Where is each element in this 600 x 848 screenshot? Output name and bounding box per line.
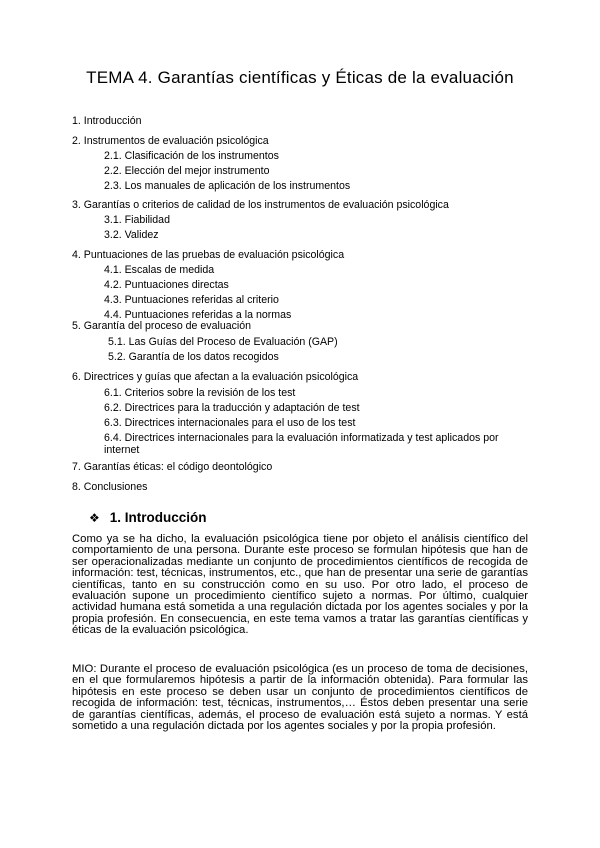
toc-item: 2.3. Los manuales de aplicación de los instrumentos	[104, 180, 351, 192]
bullet-diamond-icon: ❖	[89, 510, 100, 525]
toc-item: 2.2. Elección del mejor instrumento	[104, 165, 270, 177]
toc-item: 3.1. Fiabilidad	[104, 214, 170, 226]
toc-item: 8. Conclusiones	[72, 481, 148, 493]
toc-item: 4.1. Escalas de medida	[104, 264, 215, 276]
paragraph: Como ya se ha dicho, la evaluación psicológica tiene por objeto el análisis científico del comportamiento de una persona. Durante este proceso se formulan hipótesis que han de ser operacionalizadas mediante un conjunto de procedimientos científicos de recogida de información: test, técnicas, instrumentos, etc., que han de presentar una serie de garantías científicas, tanto en su construcción como en su uso. Por otro lado, el proceso de evaluación supone un procedimiento científico sujeto a normas. Por último, cualquier actividad humana está sometida a una regulación dictada por los agentes sociales y por la propia profesión. En consecuencia, en este tema vamos a tratar las garantías científicas y éticas de la evaluación psicológica.	[72, 533, 528, 637]
toc-item: 1. Introducción	[72, 115, 142, 127]
toc-item: 5.2. Garantía de los datos recogidos	[108, 351, 279, 363]
toc-item: 4.4. Puntuaciones referidas a la normas	[104, 309, 292, 321]
toc-item: 3.2. Validez	[104, 229, 159, 241]
page-title: TEMA 4. Garantías científicas y Éticas de la evaluación	[86, 68, 514, 87]
toc-item: 6. Directrices y guías que afectan a la evaluación psicológica	[72, 371, 359, 383]
section-heading-text: 1. Introducción	[109, 510, 207, 525]
toc-item: 5. Garantía del proceso de evaluación	[72, 320, 252, 332]
section-heading	[89, 510, 207, 525]
toc-item: 4.2. Puntuaciones directas	[104, 279, 229, 291]
toc-item: 6.4. Directrices internacionales para la evaluación informatizada y test aplicados por internet	[104, 432, 499, 456]
toc-item: 3. Garantías o criterios de calidad de los instrumentos de evaluación psicológica	[72, 199, 449, 211]
toc-item: 2.1. Clasificación de los instrumentos	[104, 150, 279, 162]
toc-item: 5.1. Las Guías del Proceso de Evaluación (GAP)	[108, 336, 338, 348]
toc-item: 6.2. Directrices para la traducción y adaptación de test	[104, 402, 360, 414]
toc-item: 7. Garantías éticas: el código deontológico	[72, 461, 273, 473]
toc-item: 4. Puntuaciones de las pruebas de evaluación psicológica	[72, 249, 345, 261]
toc-item: 6.3. Directrices internacionales para el uso de los test	[104, 417, 356, 429]
toc-item: 2. Instrumentos de evaluación psicológica	[72, 135, 269, 147]
paragraph: MIO: Durante el proceso de evaluación psicológica (es un proceso de toma de decisiones, en el que formularemos hipótesis a partir de la información obtenida). Para formular las hipótesis en este proceso se deben usar un conjunto de procedimientos científicos de recogida de información: test, técnicas, instrumentos,… Éstos deben presentar una serie de garantías científicas, además, el proceso de evaluación está sujeto a normas. Y está sometido a una regulación dictada por los agentes sociales y por la propia profesión.	[72, 663, 528, 733]
toc-item: 4.3. Puntuaciones referidas al criterio	[104, 294, 279, 306]
toc-item: 6.1. Criterios sobre la revisión de los test	[104, 387, 296, 399]
